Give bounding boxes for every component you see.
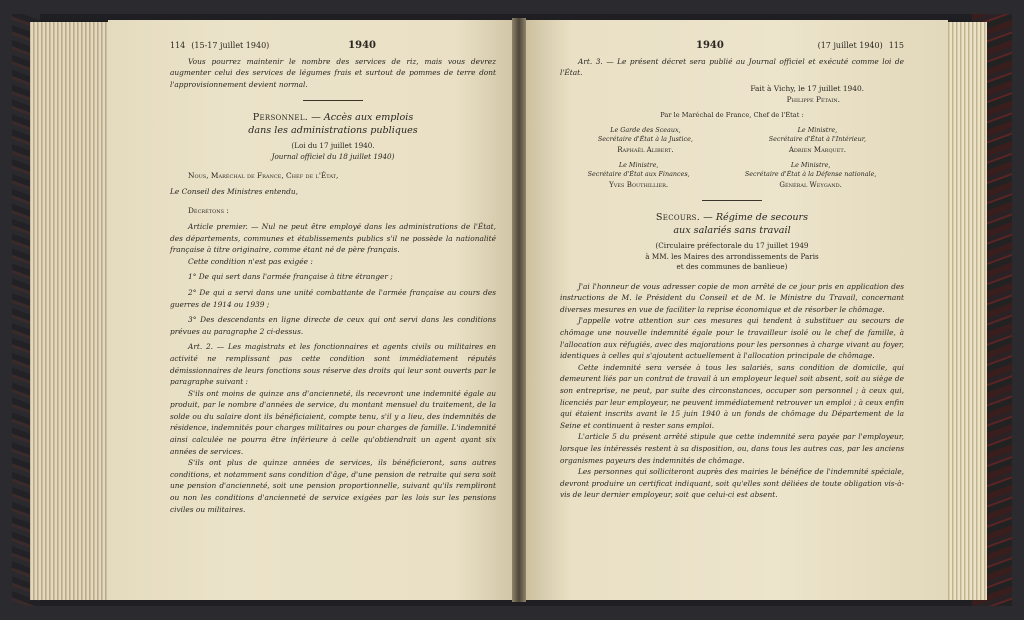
paragraph: Cette indemnité sera versée à tous les salariés, sans condition de domicile, qui demeurent liés par un contrat de travail à un employeur lequel soit absent, soit au siège de son entreprise, ne peut, par suite des circonstances, occuper son personnel ; à ceux qui, licenciés par leur employeur, ne peuvent immédiatement retrouver un emploi ; à ceux enfin qui étaient inscrits avant le 15 juin 1940 à un fonds de chômage du Département de la Seine et continuent à rester sans emploi. (560, 362, 904, 430)
left-page (108, 20, 518, 600)
left-page-edges (30, 22, 110, 600)
intro-paragraph: Vous pourrez maintenir le nombre des services de riz, mais vous devrez augmenter celui des services de légumes frais et surtout de pommes de terre dont l'approvisionnement devient normal. (170, 56, 496, 89)
section-title: Personnel. — Accès aux emplois dans les administrations publiques (248, 112, 418, 137)
paragraph: Les personnes qui solliciteront auprès des mairies le bénéfice de l'indemnité spéciale, devront produire un certificat indiquant, soit qu'elles sont déliées de toute obligation vis-à-vis de leur dernier employeur, soit que celui-ci est absent. (560, 467, 904, 500)
article-1: Article premier. — Nul ne peut être employé dans les administrations de l'État, des départements, communes et établissements publics s'il ne possède la nationalité française à titre originaire, comme étant né de père français. (170, 221, 496, 255)
par-le-line: Par le Maréchal de France, Chef de l'État : (660, 110, 804, 119)
conseil-line: Le Conseil des Ministres entendu, (170, 186, 298, 196)
page-date: (17 juillet 1940) (817, 41, 883, 50)
paragraph-plus: S'ils ont plus de quinze années de services, ils bénéficieront, sans autres conditions, et notamment sans condition d'âge, d'une pension de retraite qui sera soit une pension d'ancienneté, soit une pension proportionnelle, suivant qu'ils rempliront ou non les conditions d'ancienneté de service exigées par les lois sur les pensions civiles ou militaires. (170, 458, 496, 514)
circular-reference: (Circulaire préfectorale du 17 juillet 1949 à MM. les Maires des arrondissements de Paris et des communes de banlieue) (645, 241, 819, 272)
signature-block: Le Ministre, Secrétaire d'État à la Défense nationale, Général Weygand. (744, 161, 877, 190)
page-number: 115 (888, 41, 904, 50)
left-page-content (170, 40, 496, 515)
decretons-line: Décrétons : (188, 206, 229, 216)
divider (702, 200, 762, 201)
paragraph: J'appelle votre attention sur ces mesures qui tendent à substituer au secours de chômage une nouvelle indemnité égale pour le travailleur isolé ou le chef de famille, à l'allocation aux réfugiés, avec des majorations pour les personnes à charge vivant au foyer, identiques à celles qui s'ajoutent actuellement à l'allocation principale de chômage. (560, 316, 904, 361)
page-number: 114 (170, 41, 186, 50)
right-page (520, 20, 948, 600)
right-page-header (560, 40, 904, 52)
signature-block: Le Ministre, Secrétaire d'État aux Finances, Yves Bouthillier. (587, 161, 690, 190)
page-date: (15-17 juillet 1940) (191, 41, 270, 50)
section-title: Secours. — Régime de secours aux salariés sans travail (655, 212, 809, 237)
signature-row (560, 161, 904, 190)
petain-signature: Philippe Pétain. (786, 95, 840, 105)
signature-block: Le Garde des Sceaux, Secrétaire d'État à la Justice, Raphaël Alibert. (597, 126, 693, 155)
nous-line: Nous, Maréchal de France, Chef de l'État, (188, 171, 339, 181)
law-reference: (Loi du 17 juillet 1940. Journal officiel du 18 juillet 1940) (271, 141, 395, 161)
book-gutter (512, 18, 526, 602)
list-item: 1° De qui sert dans l'armée française à titre étranger ; (188, 272, 393, 282)
list-item: 2° De qui a servi dans une unité combattante de l'armée française au cours des guerres de 1914 ou 1939 ; (170, 287, 496, 309)
divider (303, 100, 363, 101)
left-page-header (170, 40, 496, 52)
cette-condition: Cette condition n'est pas exigée : (188, 256, 313, 266)
paragraph: J'ai l'honneur de vous adresser copie de mon arrêté de ce jour pris en application des instructions de M. le Président du Conseil et de M. le Ministre du Travail, concernant diverses mesures en vue de faciliter la reprise économique et de résorber le chômage. (560, 281, 904, 314)
paragraph: L'article 5 du présent arrêté stipule que cette indemnité sera payée par l'employeur, lorsque les intéressés restent à sa disposition, ou, dans tous les autres cas, par les anciens organismes payeurs des indemnités de chômage. (560, 432, 904, 465)
signature-block: Le Ministre, Secrétaire d'État à l'Intérieur, Adrien Marquet. (768, 126, 867, 155)
fait-line: Fait à Vichy, le 17 juillet 1940. (750, 83, 864, 93)
article-3: Art. 3. — Le présent décret sera publié au Journal officiel et exécuté comme loi de l'État. (560, 56, 904, 78)
article-2: Art. 2. — Les magistrats et les fonctionnaires et agents civils ou militaires en activité ne remplissant pas cette condition sont immédiatement réputés démissionnaires de leurs fonctions sous réserve des droits qui leur sont ouverts par le paragraphe suivant : (170, 342, 496, 387)
page-year: 1940 (348, 40, 376, 51)
right-page-edges (945, 22, 987, 600)
list-item: 3° Des descendants en ligne directe de ceux qui ont servi dans les conditions prévues au paragraphe 2 ci-dessus. (170, 315, 496, 336)
page-year: 1940 (696, 40, 724, 51)
paragraph-moins: S'ils ont moins de quinze ans d'ancienneté, ils recevront une indemnité égale au produit, par le nombre d'années de service, du montant mensuel du traitement, de la solde ou du salaire dont ils bénéficiaient, compte tenu, s'il y a lieu, des indemnités de résidence, indemnités pour charges militaires ou pour charges de famille. L'indemnité ainsi calculée ne pourra être inférieure à celle qu'obtiendrait un agent ayant six années de services. (170, 388, 496, 456)
signature-row (560, 126, 904, 155)
right-page-content (560, 40, 904, 501)
